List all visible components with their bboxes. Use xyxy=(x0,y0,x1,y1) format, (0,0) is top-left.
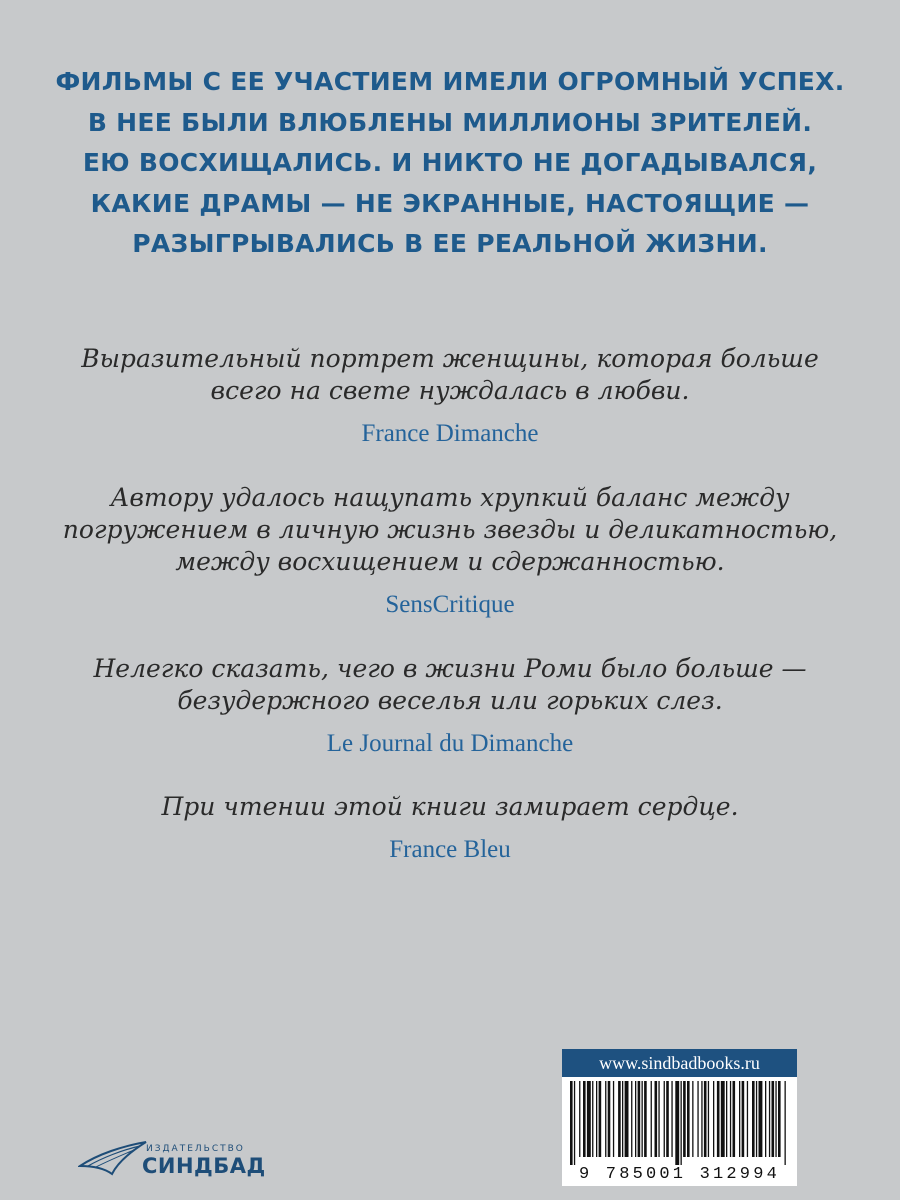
quote-source: France Bleu xyxy=(389,836,511,863)
review-quote xyxy=(40,343,860,450)
barcode-bar xyxy=(733,1081,736,1157)
barcode-bar xyxy=(721,1081,725,1157)
barcode-bar xyxy=(583,1081,586,1157)
barcode-block xyxy=(562,1049,797,1186)
barcode xyxy=(562,1077,797,1186)
quote-line: Выразительный портрет женщины, которая больше xyxy=(81,344,819,373)
barcode-bar xyxy=(644,1081,647,1157)
barcode-bar xyxy=(587,1081,591,1157)
barcode-bar xyxy=(618,1081,621,1157)
barcode-bar xyxy=(664,1081,665,1157)
barcode-bar xyxy=(635,1081,636,1157)
barcode-bar xyxy=(596,1081,597,1157)
barcode-bar xyxy=(625,1081,629,1157)
barcode-bar xyxy=(717,1081,720,1157)
barcode-bar xyxy=(692,1081,693,1157)
cover-blurb xyxy=(0,62,900,265)
barcode-bar xyxy=(651,1081,652,1157)
quote-text xyxy=(40,653,860,717)
barcode-bar xyxy=(759,1081,763,1157)
quote-line: При чтении этой книги замирает сердце. xyxy=(161,792,739,821)
barcode-bar xyxy=(697,1081,698,1157)
barcode-bar xyxy=(608,1081,611,1157)
quote-line: Автору удалось нащупать хрупкий баланс между xyxy=(110,483,790,512)
barcode-bar xyxy=(574,1081,575,1165)
barcode-bar xyxy=(658,1081,659,1157)
barcode-bar xyxy=(752,1081,755,1157)
barcode-bar xyxy=(772,1081,775,1157)
barcode-bar xyxy=(742,1081,745,1157)
barcode-bar xyxy=(765,1081,766,1157)
barcode-bar xyxy=(622,1081,623,1157)
barcode-bar xyxy=(631,1081,632,1157)
barcode-bar xyxy=(579,1081,580,1157)
quote-source: SensCritique xyxy=(385,591,515,618)
barcode-bar xyxy=(592,1081,593,1157)
barcode-bar xyxy=(785,1081,786,1165)
blurb-line: ЕЮ ВОСХИЩАЛИСЬ. И НИКТО НЕ ДОГАДЫВАЛСЯ, xyxy=(82,148,818,177)
quote-text xyxy=(40,343,860,407)
review-quote xyxy=(40,791,860,866)
blurb-line: ФИЛЬМЫ С ЕЕ УЧАСТИЕМ ИМЕЛИ ОГРОМНЫЙ УСПЕХ. xyxy=(55,67,845,96)
barcode-bars xyxy=(568,1081,791,1165)
barcode-bar xyxy=(713,1081,714,1157)
publisher-url: www.sindbadbooks.ru xyxy=(562,1049,797,1077)
barcode-bar xyxy=(701,1081,702,1157)
barcode-bar xyxy=(730,1081,731,1157)
barcode-bar xyxy=(681,1081,682,1165)
quote-line: Нелегко сказать, чего в жизни Роми было больше — xyxy=(93,654,807,683)
publisher-name: СИНДБАД xyxy=(142,1154,266,1178)
barcode-bar xyxy=(708,1081,709,1157)
barcode-bar xyxy=(769,1081,770,1157)
review-quote xyxy=(40,653,860,760)
barcode-bar xyxy=(704,1081,707,1157)
publisher-logo xyxy=(78,1138,288,1188)
barcode-bar xyxy=(666,1081,669,1157)
barcode-bar xyxy=(687,1081,690,1157)
barcode-bar xyxy=(683,1081,686,1157)
barcode-bar xyxy=(613,1081,614,1157)
barcode-bar xyxy=(739,1081,740,1157)
barcode-bar xyxy=(756,1081,757,1157)
quote-source: Le Journal du Dimanche xyxy=(326,730,574,757)
quote-text xyxy=(40,791,860,823)
barcode-bar xyxy=(570,1081,573,1165)
quote-line: всего на свете нуждалась в любви. xyxy=(210,376,690,405)
review-quote xyxy=(40,482,860,621)
barcode-bar xyxy=(778,1081,781,1157)
isbn-number: 9 785001 312994 xyxy=(578,1165,781,1184)
quote-source: France Dimanche xyxy=(361,420,539,447)
barcode-bar xyxy=(671,1081,672,1157)
blurb-line: В НЕЕ БЫЛИ ВЛЮБЛЕНЫ МИЛЛИОНЫ ЗРИТЕЛЕЙ. xyxy=(87,107,813,137)
sail-icon xyxy=(78,1140,148,1180)
barcode-bar xyxy=(747,1081,748,1157)
blurb-line: КАКИЕ ДРАМЫ — НЕ ЭКРАННЫЕ, НАСТОЯЩИЕ — xyxy=(90,188,810,218)
barcode-bar xyxy=(605,1081,606,1157)
blurb-line: РАЗЫГРЫВАЛИСЬ В ЕЕ РЕАЛЬНОЙ ЖИЗНИ. xyxy=(132,229,768,258)
barcode-bar xyxy=(675,1081,679,1165)
barcode-bar xyxy=(726,1081,727,1157)
barcode-bar xyxy=(642,1081,643,1157)
barcode-bar xyxy=(599,1081,602,1157)
quote-text xyxy=(40,482,860,578)
barcode-bar xyxy=(775,1081,776,1157)
quote-line: погружением в личную жизнь звезды и деликатностью, xyxy=(62,515,838,544)
quote-line: безудержного веселья или горьких слез. xyxy=(177,686,723,715)
barcode-bar xyxy=(638,1081,641,1157)
barcode-bar xyxy=(655,1081,658,1157)
quote-line: между восхищением и сдержанностью. xyxy=(175,547,725,576)
publisher-label: ИЗДАТЕЛЬСТВО xyxy=(146,1144,245,1154)
